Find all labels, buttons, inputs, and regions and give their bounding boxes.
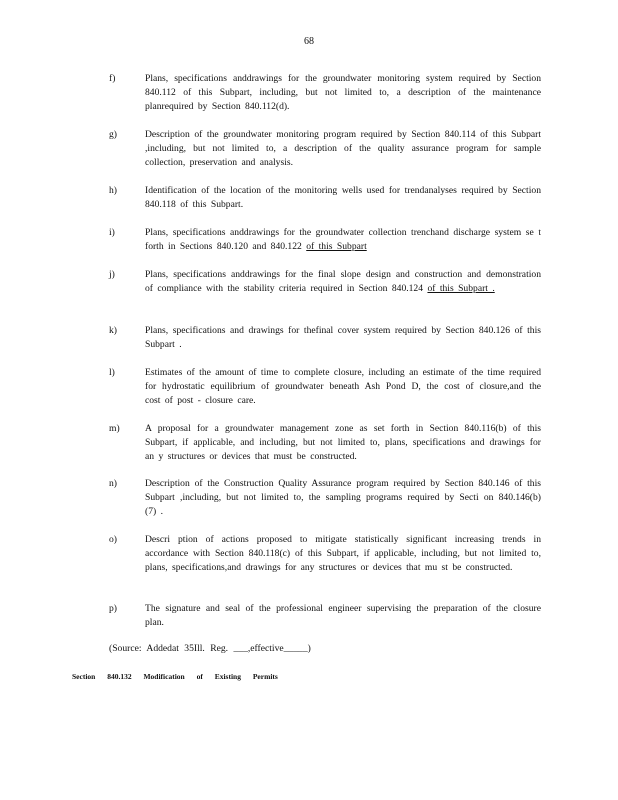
item-text: Estimates of the amount of time to complete closure, including an estimate of the time required for hydrostatic equilibrium of groundwater beneath Ash Pond D, the cost of closure,and the cost of post - closure care. xyxy=(145,367,541,406)
item-label: p) xyxy=(109,603,117,614)
item-text: Plans, specifications anddrawings for the groundwater monitoring system required by Section 840.112 of this Subpart, including, but not limited to, a description of the maintenance planrequired by Section 840.112(d). xyxy=(145,73,541,112)
item-text: Descri ption of actions proposed to mitigate statistically significant increasing trends in accordance with Section 840.118(c) of this Subpart, if applicable, including, but not limited to, plans, specifications,and drawings for any structures or devices that mu st be constructed. xyxy=(145,534,541,573)
item-label: k) xyxy=(109,325,117,336)
item-underlined-text: of this Subpart xyxy=(306,241,367,252)
item-label: g) xyxy=(109,129,117,140)
item-label: h) xyxy=(109,185,117,196)
item-label: l) xyxy=(109,367,115,378)
item-label: f) xyxy=(109,73,116,84)
item-label: j) xyxy=(109,269,115,280)
item-label: o) xyxy=(109,534,117,545)
item-text: Plans, specifications and drawings for thefinal cover system required by Section 840.126 of this Subpart . xyxy=(145,325,541,350)
item-label: i) xyxy=(109,227,115,238)
page-number: 68 xyxy=(304,36,314,47)
item-text: Plans, specifications anddrawings for the final slope design and construction and demonstration of compliance with the stability criteria required in Section 840.124 xyxy=(145,269,541,294)
item-text: Plans, specifications anddrawings for the groundwater collection trenchand discharge system se t forth in Sections 840.120 and 840.122 xyxy=(145,227,541,252)
item-text: Identification of the location of the monitoring wells used for trendanalyses required by Section 840.118 of this Subpart. xyxy=(145,185,541,210)
source-prefix: (Source: xyxy=(109,643,142,654)
source-blank-1: ___ xyxy=(233,643,248,654)
source-effective: ,effective xyxy=(247,643,284,654)
source-note xyxy=(109,642,311,656)
item-text: A proposal for a groundwater management zone as set forth in Section 840.116(b) of this Subpart, if applicable, and including, but not limited to, plans, specifications and drawings for an y structures or devices that must be constructed. xyxy=(145,423,541,462)
item-label: m) xyxy=(109,423,120,434)
item-text: Description of the groundwater monitoring program required by Section 840.114 of this Subpart ,including, but not limited to, a description of the quality assurance program for sample collection, preservation and analysis. xyxy=(145,129,541,168)
section-heading: Section 840.132 Modification of Existing Permits xyxy=(72,672,278,681)
item-label: n) xyxy=(109,478,117,489)
source-blank-2: _____ xyxy=(283,643,308,654)
item-underlined-text: of this Subpart . xyxy=(427,283,495,294)
source-middle: Addedat 35Ill. Reg. xyxy=(146,643,229,654)
item-text-wrap xyxy=(145,268,541,296)
item-text: The signature and seal of the professional engineer supervising the preparation of the closure plan. xyxy=(145,603,541,628)
item-text: Description of the Construction Quality Assurance program required by Section 840.146 of this Subpart ,including, but not limited to, the sampling programs required by Secti on 840.146(b)(7) . xyxy=(145,478,541,517)
item-text-wrap xyxy=(145,226,541,254)
source-suffix: ) xyxy=(307,643,311,654)
